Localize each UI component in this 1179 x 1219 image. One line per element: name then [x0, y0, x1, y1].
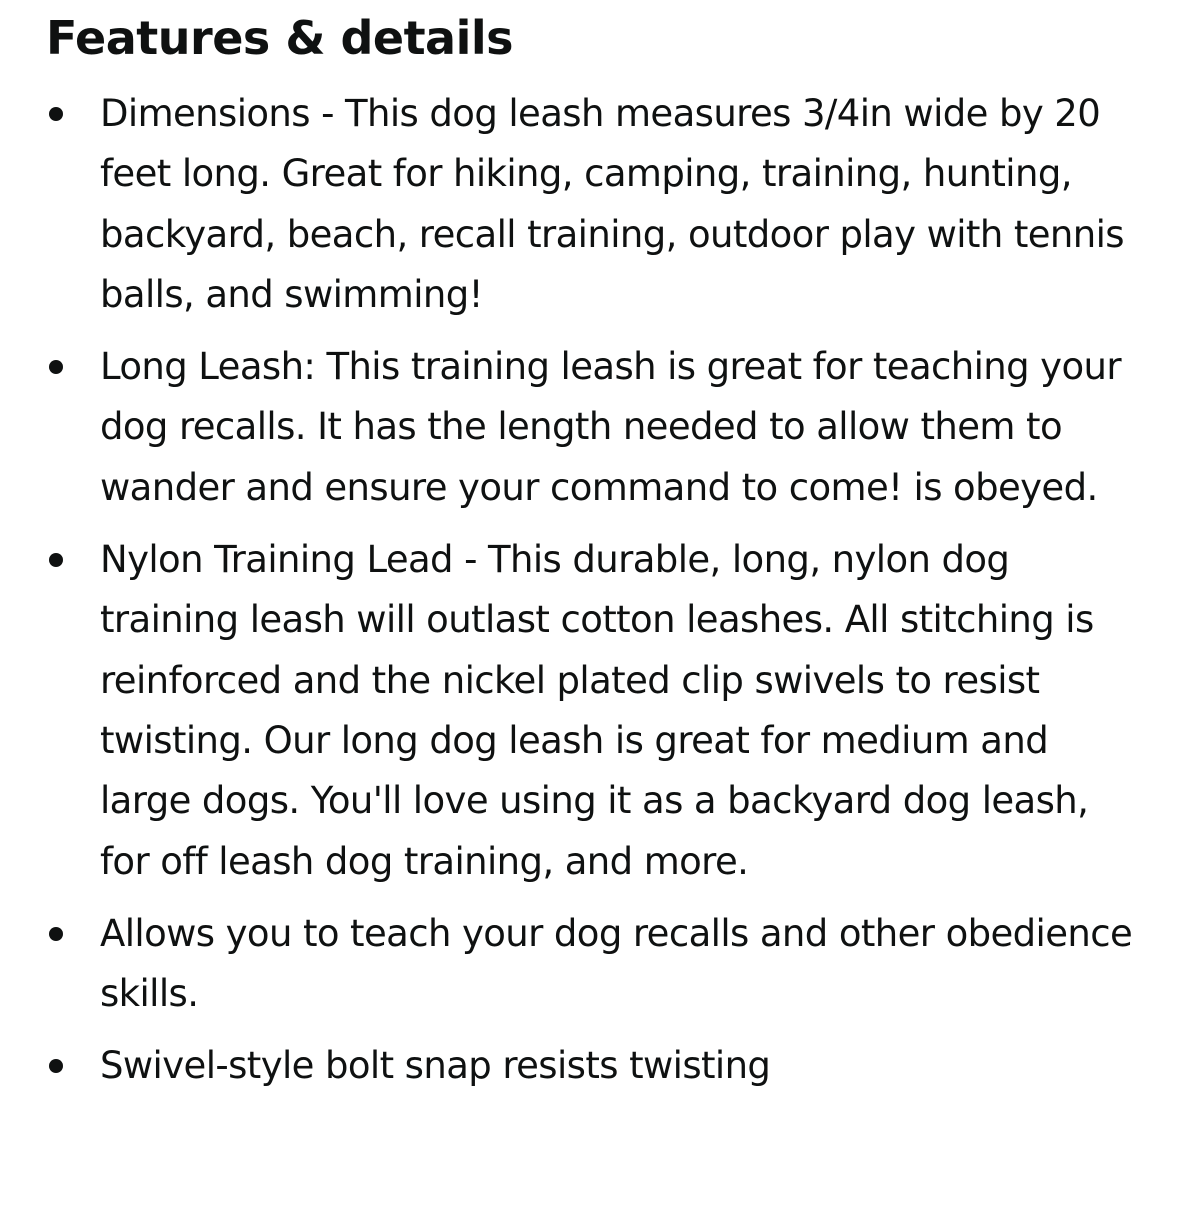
feature-bullet [46, 84, 1140, 325]
feature-text: Long Leash: This training leash is great for teaching your dog recalls. It has the length needed to allow them to wander and ensure your command to come! is obeyed. [100, 345, 1121, 509]
bullet-icon [49, 553, 63, 567]
bullet-icon [49, 360, 63, 374]
feature-text: Dimensions - This dog leash measures 3/4in wide by 20 feet long. Great for hiking, camping, training, hunting, backyard, beach, recall training, outdoor play with tennis balls, and swimming! [100, 92, 1124, 316]
feature-text: Nylon Training Lead - This durable, long, nylon dog training leash will outlast cotton leashes. All stitching is reinforced and the nickel plated clip swivels to resist twisting. Our long dog leash is great for medium and large dogs. You'll love using it as a backyard dog leash, for off leash dog training, and more. [100, 538, 1094, 883]
features-heading: Features & details [46, 11, 514, 65]
bullet-icon [49, 107, 63, 121]
bullet-icon [49, 1059, 63, 1073]
feature-bullet [46, 530, 1140, 892]
feature-text: Allows you to teach your dog recalls and other obedience skills. [100, 911, 1133, 1016]
feature-bullet [46, 1036, 1140, 1096]
feature-bullet [46, 337, 1140, 518]
bullet-icon [49, 927, 63, 941]
features-list [46, 84, 1139, 1097]
feature-bullet [46, 904, 1140, 1025]
feature-text: Swivel-style bolt snap resists twisting [100, 1044, 771, 1088]
